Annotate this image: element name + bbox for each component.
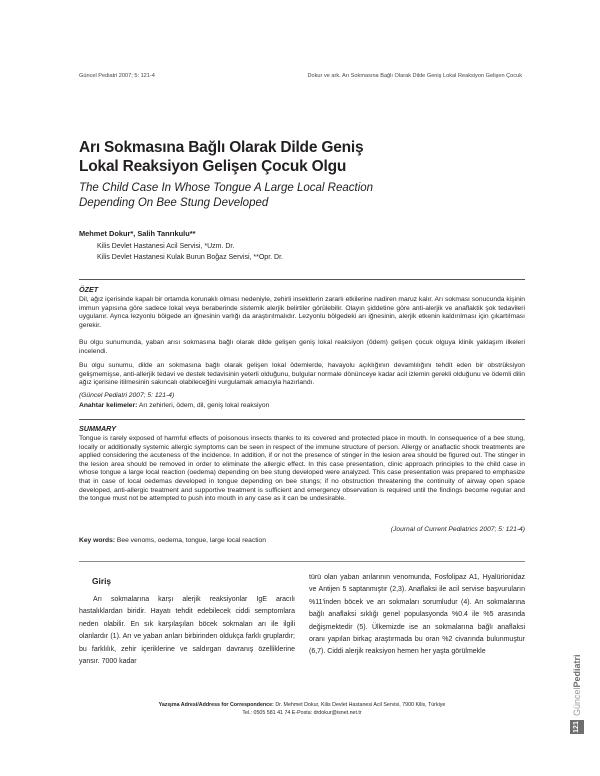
journal-logo-bold: Pediatri [572,654,582,688]
title-line-2: Lokal Reaksiyon Gelişen Çocuk Olgu [79,158,347,175]
summary-keywords-label: Key words: [79,537,116,544]
intro-heading: Giriş [92,576,112,586]
summary-heading: SUMMARY [79,424,117,433]
journal-logo-light: Güncel [572,687,582,716]
ozet-paragraph-2: Bu olgu sunumunda, yaban arısı sokmasına bağlı olarak dilde gelişen geniş lokal reaksiyon (ödem) gelişen çocuk olguya klinik yaklaşım ilkeleri incelendi. [79,339,525,355]
authors: Mehmet Dokur*, Salih Tanrıkulu** [79,229,196,238]
ozet-citation: (Güncel Pediatri 2007; 5: 121-4) [79,392,175,399]
page-number [570,720,584,734]
summary-keywords [79,537,525,544]
summary-citation: (Journal of Current Pediatrics 2007; 5: 121-4) [390,526,525,533]
section-divider [79,561,525,562]
summary-paragraph: Tongue is rarely exposed of harmful effects of poisonous insects thanks to its covered and protected place in mouth. In consequence of a bee stung, locally or additionally systemic allergic symptoms can be seen in respect of the immune structure of person. Allergy or anaflactic shock treatments are applied considering the acuteness of the incidence. In addition, if or not the presence of stinger in the lesion area should be figured out. The stinger in the lesion area should be removed in order to eliminate the allergic effect. In this case presentation, clinic approach principles to the child case in whose tongue a large local reaction (oedema) depending on bee stung developed were analyzed. This case presentation was prepared to emphasize that in case of local oedemas developed in tongue depending on bee stungs; if no obstruction threatening the continuity of airway open space developed, anti-allergic treatment and supportive treatment is sufficient and emergency observation is required until the findings become regular and the tongue must not be attempted to push into mouth in any case as it can be undesirable. [79,435,525,503]
body-column-right: türü olan yaban arılarının venomunda, Fosfolipaz A1, Hyalürionidaz ve Antijen 5 saptanmıştır (2,3). Anaflaksi ile acil servise başvuruların %11'inden böcek ve arı sokmaları sorumludur (4). Arı sokmalarına bağlı anaflaksi sıklığı genel populasyonda %0.4 ile %5 arasında değişmektedir (5). Ülkemizde ise arı sokmalarına bağlı anaflaksi oranı yapılan birkaç araştırmada bu oran %2 civarında bulunmuştur (6,7). Ciddi alerjik reaksiyon hemen her yaşta görülmekle [309,574,525,656]
divider [79,279,525,280]
correspondence-contact: Tel.: 0505 581 41 74 E-Posta: drdokur@isnet.net.tr [242,710,362,716]
summary-keywords-text: Bee venoms, oedema, tongue, large local reaction [116,537,266,544]
affiliation-2: Kilis Devlet Hastanesi Kulak Burun Boğaz Servisi, **Opr. Dr. [97,254,283,261]
ozet-paragraph-3: Bu olgu sunumu, dilde arı sokmasına bağlı olarak gelişen lokal ödemlerde, havayolu açıklığının devamlılığını tehdit eden bir obstrüksiyon gelişmemişse, anti-allerjik tedavi ve destek tedavisinin yeterli olduğunu, bulgular normale dönünceye kadar acil izlemin gerekli olduğunu ve ödemli dilin ağız içerisine itilmesinin sakıncalı olabileceğini vurgulamak amacıyla hazırlandı. [79,362,525,387]
correspondence-label: Yazışma Adresi/Address for Correspondence: [158,702,274,708]
correspondence-address: Dr. Mehmet Dokur, Kilis Devlet Hastanesi Acil Servisi, 7900 Kilis, Türkiye [275,702,446,708]
subtitle-line-1: The Child Case In Whose Tongue A Large Local Reaction [79,182,374,194]
ozet-heading: ÖZET [79,285,99,294]
correspondence [79,701,525,717]
correspondence-line-1 [79,701,525,709]
running-header-left: Güncel Pediatri 2007; 5: 121-4 [79,73,155,79]
running-header-right: Dokur ve ark. Arı Sokmasına Bağlı Olarak Dilde Geniş Lokal Reaksiyon Gelişen Çocuk [307,73,522,79]
ozet-keywords-label: Anahtar kelimeler: [79,402,138,409]
journal-logo [570,598,584,718]
title-line-1: Arı Sokmasına Bağlı Olarak Dilde Geniş [79,139,364,156]
ozet-paragraph-1: Dil, ağız içerisinde kapalı bir ortamda korunaklı olması nedeniyle, zehirli insektlerin zararlı etkilerine nadiren maruz kalır. Arı sokması sonucunda kişinin immun yapısına göre sadece lokal veya beraberinde sistemik alerjik belirtiler görülebilir. Olayın şiddetine göre anti-alerjik ve anaflaktik şok tedavileri uygulanır. Ayrıca lezyonlu bölgede arı iğnesinin varlığı da araştırılmalıdır. Lezyonlu bölgedeki arı iğnesinin, alerjik etkenin kaldırılması için çıkartılması gerekir. [79,296,525,329]
article-title [79,138,499,176]
journal-side-tab [570,598,584,776]
body-column-left: Arı sokmalarına karşı alerjik reaksiyonlar IgE aracılı hastalıklardan biridir. Hayatı tehdit edebilecek ciddi semptomlara neden olabilir. En sık karşılaşılan böcek sokmaları arı ile ilgili olanlardır (1). Arı ve yaban arıları birbirinden oldukça farklı gruplardır; bu farklılık, zehir içeriklerine ve saldırgan davranış özelliklerine yansır. 7000 kadar [79,596,295,666]
subtitle-line-2: Depending On Bee Stung Developed [79,197,269,209]
divider [79,419,525,420]
ozet-keywords-text: Arı zehirleri, ödem, dil, geniş lokal reaksiyon [138,402,270,409]
ozet-keywords [79,402,525,409]
svg-text:GüncelPediatri [572,654,582,716]
page-number-text: 121 [573,721,580,733]
affiliation-1: Kilis Devlet Hastanesi Acil Servisi, *Uzm. Dr. [97,243,235,250]
article-subtitle [79,181,499,211]
